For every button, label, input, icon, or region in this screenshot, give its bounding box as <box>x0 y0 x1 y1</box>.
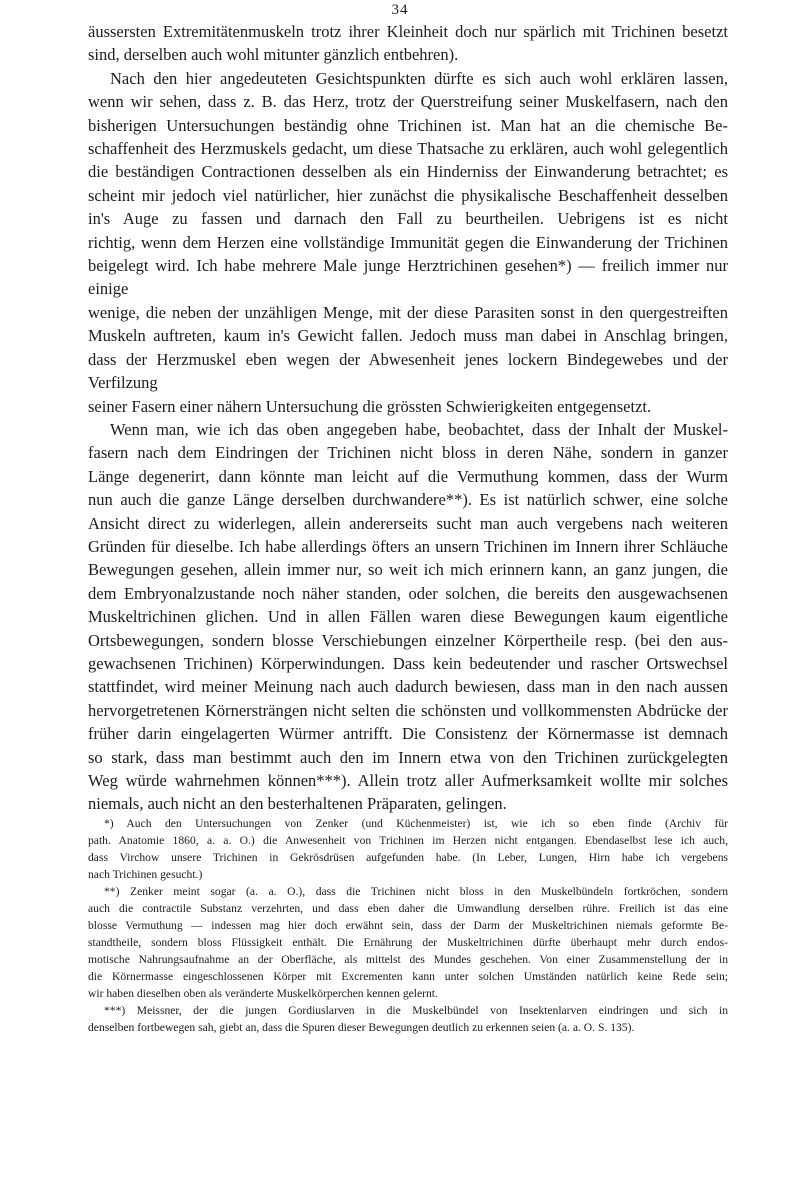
text-line: richtig, wenn dem Herzen eine vollständige Immunität gegen die Einwanderung der Trichinen <box>88 232 728 252</box>
text-line: früher darin eingelagerten Würmer antrifft. Die Consistenz der Körnermasse ist demnach <box>88 724 728 744</box>
footnote-line: dass Virchow unsere Trichinen in Gekrösdrüsen aufgefunden habe. (In Leber, Lungen, Hirn habe ich vergebens <box>88 851 728 864</box>
page-number: 34 <box>391 2 409 18</box>
text-line: nun auch die ganze Länge derselben durchwandere**). Es ist natürlich schwer, eine solche <box>88 490 728 510</box>
footnote-line: denselben fortbewegen sah, giebt an, dass die Spuren dieser Bewegungen deutlich zu erkennen seien (a. a. O. S. 135). <box>88 1021 635 1034</box>
text-line: Muskeltrichinen glichen. Und in allen Fällen waren diese Bewegungen kaum eigentliche <box>88 607 728 627</box>
text-line: seiner Fasern einer nähern Untersuchung die grössten Schwierigkeiten entgegensetzt. <box>88 396 652 416</box>
text-line: wenn wir sehen, dass z. B. das Herz, trotz der Querstreifung seiner Muskelfasern, nach den <box>88 92 728 112</box>
text-line: in's Auge zu fassen und darnach den Fall zu beurtheilen. Uebrigens ist es nicht <box>88 209 728 229</box>
footnotes <box>88 815 728 1036</box>
text-line: Weg würde wahrnehmen können***). Allein trotz aller Aufmerksamkeit wollte mir solches <box>88 771 728 790</box>
text-line: äussersten Extremitätenmuskeln trotz ihrer Kleinheit doch nur spärlich mit Trichinen besetzt <box>88 22 728 41</box>
text-line: die beständigen Contractionen desselben als ein Hinderniss der Einwanderung betrachtet; es <box>88 162 728 182</box>
text-line: Ansicht direct zu widerlegen, allein andererseits sucht man auch vergebens nach weiteren <box>88 513 728 533</box>
footnote-line: motische Nahrungsaufnahme an der Oberfläche, als mittelst des Mundes geschehen. Von einer Zusammenstellung der in <box>88 953 728 966</box>
text-line: sind, derselben auch wohl mitunter gänzlich entbehren). <box>88 45 459 65</box>
text-line: gewachsenen Trichinen) Körperwindungen. Dass kein bedeutender und rascher Ortswechsel <box>88 653 728 673</box>
text-line: Ortsbewegungen, sondern blosse Verschiebungen einzelner Körpertheile resp. (bei den aus- <box>88 630 728 650</box>
footnote-line: auch die contractile Substanz verzehrten, und dass eben daher die Umwandlung derselben rühre. Freilich ist das eine <box>88 902 728 915</box>
main-text <box>88 20 728 816</box>
text-line: Muskeln auftreten, kaum in's Gewicht fallen. Jedoch muss man dabei in Anschlag bringen, <box>88 326 728 346</box>
text-line: Bewegungen gesehen, allein immer nur, so weit ich mich erinnern kann, an ganz jungen, die <box>88 560 728 580</box>
text-line: niemals, auch nicht an den besterhaltenen Präparaten, gelingen. <box>88 794 507 814</box>
text-line: fasern nach dem Eindringen der Trichinen nicht bloss in deren Nähe, sondern in ganzer <box>88 443 728 463</box>
footnote-line: standtheile, sondern bloss Flüssigkeit enthält. Die Ernährung der Muskeltrichinen dürfte überhaupt mehr durch endos- <box>88 936 728 949</box>
text-line: bisherigen Untersuchungen beständig ohne Trichinen ist. Man hat an die chemische Be- <box>88 115 728 135</box>
text-line: Nach den hier angedeuteten Gesichtspunkten dürfte es sich auch wohl erklären lassen, <box>110 68 728 88</box>
text-line: hervorgetretenen Körnersträngen nicht selten die schönsten und vollkommensten Abdrücke der <box>88 700 728 720</box>
footnote-line: blosse Vermuthung — indessen mag hier doch erwähnt sein, dass der Darm der Muskeltrichinen niemals geformte Be- <box>88 919 728 932</box>
text-line: stattfindet, wird meiner Meinung nach auch dadurch bewiesen, dass man in den nach aussen <box>88 677 728 697</box>
text-line: Wenn man, wie ich das oben angegeben habe, beobachtet, dass der Inhalt der Muskel- <box>110 419 728 439</box>
text-line: dem Embryonalzustande noch näher standen, oder solchen, die bereits den ausgewachsenen <box>88 583 728 603</box>
footnote-line: **) Zenker meint sogar (a. a. O.), dass die Trichinen nicht bloss in den Muskelbündeln fortkröchen, sondern <box>104 885 728 898</box>
footnote-line: path. Anatomie 1860, a. a. O.) die Anwesenheit von Trichinen im Herzen nicht entgangen. Ebendaselbst lese ich auch, <box>88 834 728 847</box>
footnote-line: *) Auch den Untersuchungen von Zenker (und Küchenmeister) ist, wie ich so eben finde (Archiv für <box>104 817 728 830</box>
text-line: schaffenheit des Herzmuskels gedacht, um diese Thatsache zu erklären, auch wohl gelegentlich <box>88 139 728 159</box>
text-line: Länge degenerirt, dann könnte man leicht auf die Vermuthung kommen, dass der Wurm <box>88 466 728 486</box>
footnote-line: ***) Meissner, der die jungen Gordiuslarven in die Muskelbündel von Insektenlarven eindringen und sich in <box>104 1004 728 1017</box>
footnote-line: wir haben dieselben oben als veränderte Muskelkörperchen kennen gelernt. <box>88 987 438 1000</box>
text-line: dass der Herzmuskel eben wegen der Abwesenheit jenes lockern Bindegewebes und der Verfilzung <box>88 349 728 393</box>
footnote-line: die Körnermasse eingeschlossenen Körper mit Excrementen kann unter solchen Umständen natürlich keine Rede sein; <box>88 970 728 983</box>
text-line: so stark, dass man bestimmt auch den im Innern etwa von den Trichinen zurückgelegten <box>88 747 728 767</box>
text-line: scheint mir jedoch viel natürlicher, hier zunächst die physikalische Beschaffenheit desselben <box>88 185 728 205</box>
text-line: wenige, die neben der unzähligen Menge, mit der diese Parasiten sonst in den quergestreiften <box>88 302 728 322</box>
text-line: Gründen für dieselbe. Ich habe allerdings öfters an unsern Trichinen im Innern ihrer Schläuche <box>88 536 728 556</box>
footnote-line: nach Trichinen gesucht.) <box>88 868 203 881</box>
text-line: beigelegt wird. Ich habe mehrere Male junge Herztrichinen gesehen*) — freilich immer nur einige <box>88 256 728 299</box>
